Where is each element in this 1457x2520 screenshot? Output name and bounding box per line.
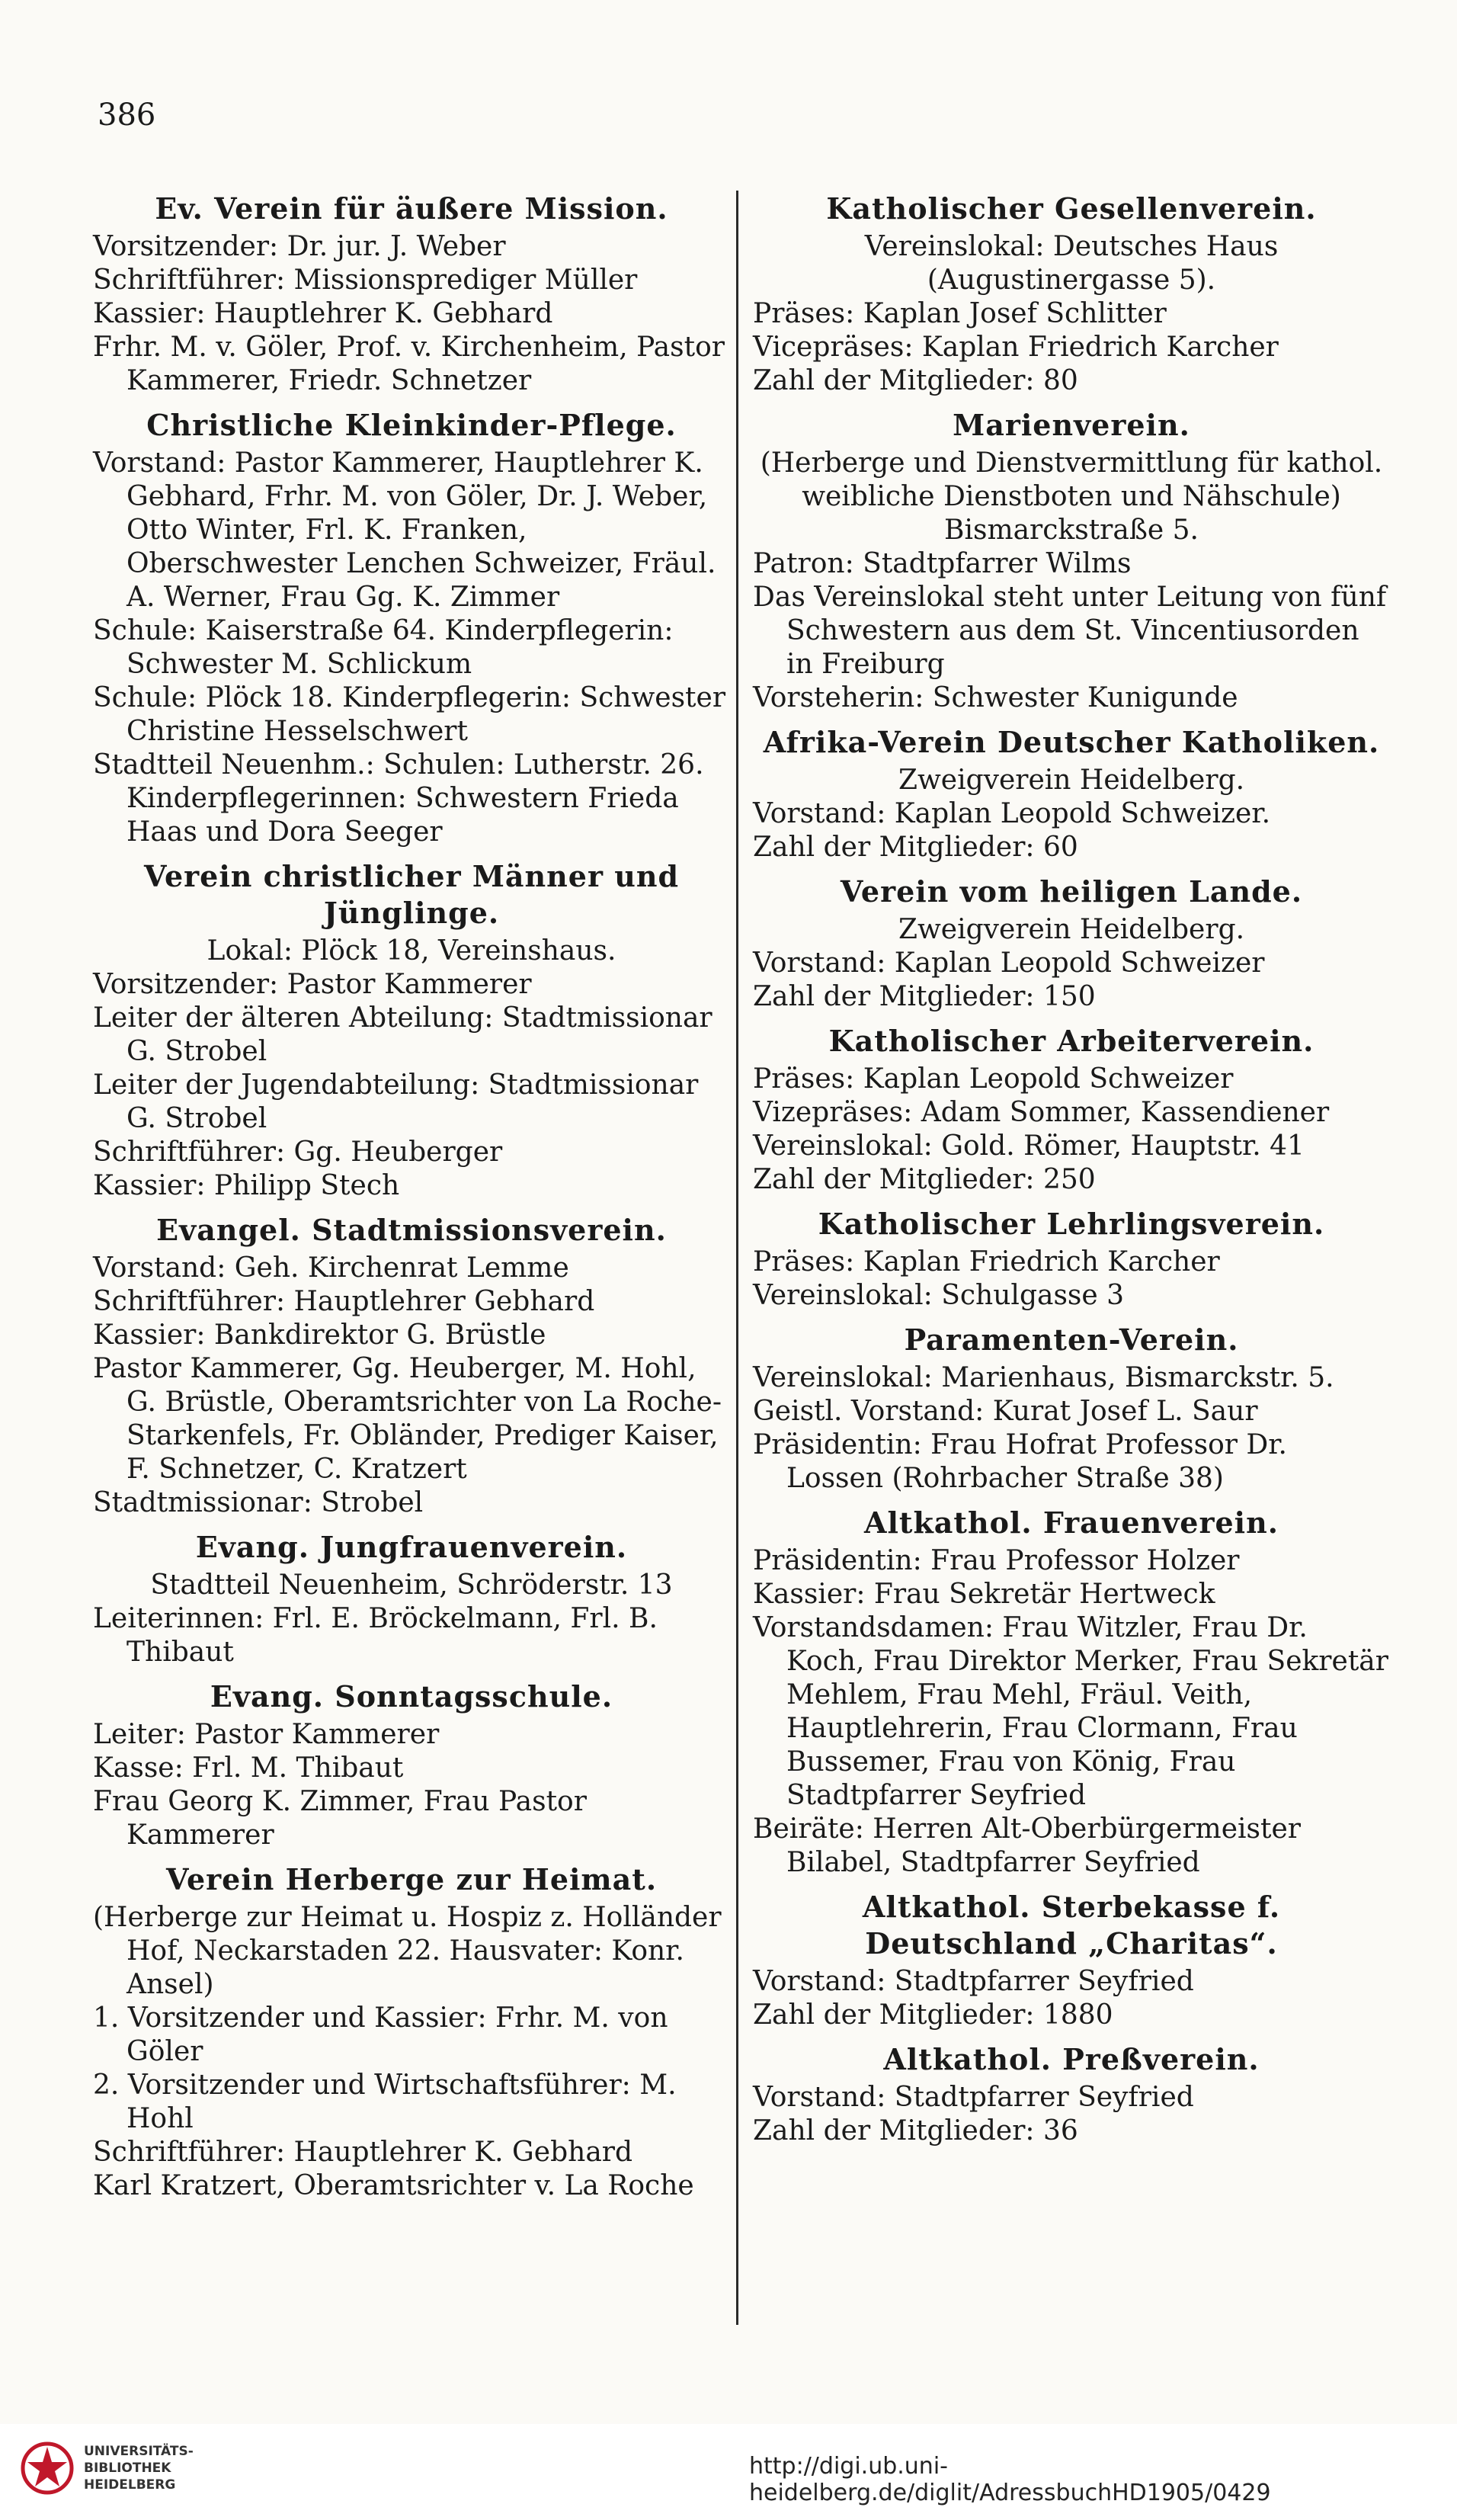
directory-section: [753, 2041, 1390, 2148]
section-title: Altkathol. Preßverein.: [883, 2042, 1260, 2076]
entry-line: Stadtteil Neuenheim, Schröderstr. 13: [150, 1569, 673, 1601]
directory-section: [93, 407, 730, 849]
directory-section: [753, 1023, 1390, 1197]
directory-section: [753, 191, 1390, 398]
entry-line: Schule: Plöck 18. Kinderpflegerin: Schwester Christine Hesselschwert: [93, 682, 726, 747]
source-url[interactable]: http://digi.ub.uni-heidelberg.de/diglit/AdressbuchHD1905/0429: [749, 2453, 1271, 2506]
directory-section: [93, 858, 730, 1203]
entry-line: Frau Georg K. Zimmer, Frau Pastor Kammerer: [93, 1786, 587, 1851]
page-number: 386: [98, 98, 156, 133]
directory-section: [753, 724, 1390, 864]
section-title: Verein vom heiligen Lande.: [840, 874, 1303, 909]
entry-line: Schriftführer: Hauptlehrer Gebhard: [93, 1286, 595, 1317]
entry-line: Zweigverein Heidelberg.: [898, 914, 1245, 945]
section-title: Marienverein.: [953, 408, 1190, 442]
directory-section: [753, 874, 1390, 1014]
entry-line: Vicepräses: Kaplan Friedrich Karcher: [753, 332, 1279, 363]
entry-line: Vizepräses: Adam Sommer, Kassendiener: [753, 1097, 1330, 1128]
entry-line: Geistl. Vorstand: Kurat Josef L. Saur: [753, 1396, 1258, 1427]
entry-line: Vorstand: Stadtpfarrer Seyfried: [753, 2082, 1194, 2113]
entry-line: 2. Vorsitzender und Wirtschaftsführer: M. Hohl: [93, 2070, 677, 2134]
entry-line: Vorstand: Stadtpfarrer Seyfried: [753, 1966, 1194, 1997]
entry-line: Beiräte: Herren Alt-Oberbürgermeister Bilabel, Stadtpfarrer Seyfried: [753, 1813, 1301, 1878]
entry-line: Kassier: Frau Sekretär Hertweck: [753, 1579, 1215, 1610]
entry-line: Karl Kratzert, Oberamtsrichter v. La Roche: [93, 2170, 694, 2201]
entry-line: Schule: Kaiserstraße 64. Kinderpflegerin: Schwester M. Schlickum: [93, 615, 674, 680]
section-title: Evangel. Stadtmissionsverein.: [156, 1213, 667, 1247]
entry-line: Präsidentin: Frau Hofrat Professor Dr. Lossen (Rohrbacher Straße 38): [753, 1429, 1287, 1494]
directory-section: [753, 1322, 1390, 1496]
entry-line: Präsidentin: Frau Professor Holzer: [753, 1545, 1240, 1576]
entry-line: Pastor Kammerer, Gg. Heuberger, M. Hohl, G. Brüstle, Oberamtsrichter von La Roche-Starkenfels, Fr. Obländer, Prediger Kaiser, F. Schnetzer, C. Kratzert: [93, 1353, 722, 1485]
entry-line: Präses: Kaplan Leopold Schweizer: [753, 1063, 1234, 1095]
entry-line: Vorsitzender: Dr. jur. J. Weber: [93, 231, 506, 262]
logo-line-1: UNIVERSITÄTS-: [84, 2444, 194, 2459]
section-title: Verein Herberge zur Heimat.: [165, 1862, 658, 1896]
entry-line: Schriftführer: Hauptlehrer K. Gebhard: [93, 2137, 633, 2168]
entry-line: Vereinslokal: Deutsches Haus (Augustinergasse 5).: [864, 231, 1279, 296]
logo-line-2: BIBLIOTHEK: [84, 2461, 171, 2476]
directory-section: [753, 1206, 1390, 1313]
entry-line: Leiter: Pastor Kammerer: [93, 1719, 440, 1750]
right-column: [753, 181, 1390, 2148]
entry-line: Zahl der Mitglieder: 250: [753, 1164, 1096, 1195]
entry-line: Leiter der Jugendabteilung: Stadtmissionar G. Strobel: [93, 1069, 699, 1134]
entry-line: Zahl der Mitglieder: 1880: [753, 1999, 1113, 2031]
section-title: Afrika-Verein Deutscher Katholiken.: [763, 725, 1380, 759]
section-title: Katholischer Gesellenverein.: [826, 191, 1317, 226]
column-divider: [736, 191, 738, 2325]
entry-line: Stadtmissionar: Strobel: [93, 1487, 424, 1518]
entry-line: Leiterinnen: Frl. E. Bröckelmann, Frl. B. Thibaut: [93, 1603, 658, 1668]
section-title: Katholischer Arbeiterverein.: [828, 1024, 1315, 1058]
entry-line: Vorsitzender: Pastor Kammerer: [93, 969, 532, 1000]
entry-line: Zahl der Mitglieder: 150: [753, 981, 1096, 1012]
entry-line: Präses: Kaplan Josef Schlitter: [753, 298, 1167, 329]
entry-line: Kasse: Frl. M. Thibaut: [93, 1752, 404, 1784]
section-title: Evang. Jungfrauenverein.: [195, 1530, 628, 1564]
section-title: Katholischer Lehrlingsverein.: [818, 1207, 1325, 1241]
section-title: Christliche Kleinkinder-Pflege.: [146, 408, 677, 442]
section-title: Ev. Verein für äußere Mission.: [155, 191, 668, 226]
entry-line: Kassier: Hauptlehrer K. Gebhard: [93, 298, 553, 329]
entry-line: Präses: Kaplan Friedrich Karcher: [753, 1246, 1220, 1278]
university-library-logo-icon: [17, 2436, 78, 2500]
entry-line: Kassier: Bankdirektor G. Brüstle: [93, 1319, 546, 1351]
entry-line: Frhr. M. v. Göler, Prof. v. Kirchenheim, Pastor Kammerer, Friedr. Schnetzer: [93, 332, 725, 396]
entry-line: Stadtteil Neuenhm.: Schulen: Lutherstr. 26. Kinderpflegerinnen: Schwestern Frieda Haas und Dora Seeger: [93, 749, 704, 848]
library-logo-text: [84, 2443, 194, 2493]
entry-line: Leiter der älteren Abteilung: Stadtmissionar G. Strobel: [93, 1002, 712, 1067]
entry-line: Vorstand: Kaplan Leopold Schweizer: [753, 947, 1265, 979]
entry-line: Zweigverein Heidelberg.: [898, 765, 1245, 796]
entry-line: (Herberge und Dienstvermittlung für kathol. weibliche Dienstboten und Nähschule) Bismarckstraße 5.: [760, 447, 1383, 546]
directory-section: [753, 407, 1390, 715]
directory-section: [753, 1505, 1390, 1880]
section-title: Verein christlicher Männer und Jünglinge.: [143, 859, 680, 930]
entry-line: Patron: Stadtpfarrer Wilms: [753, 548, 1132, 579]
directory-section: [93, 1678, 730, 1852]
logo-line-3: HEIDELBERG: [84, 2477, 176, 2493]
entry-line: Kassier: Philipp Stech: [93, 1170, 400, 1201]
section-title: Evang. Sonntagsschule.: [210, 1679, 613, 1714]
section-title: Altkathol. Frauenverein.: [864, 1505, 1279, 1540]
entry-line: Lokal: Plöck 18, Vereinshaus.: [207, 935, 616, 967]
directory-section: [93, 1529, 730, 1669]
entry-line: Zahl der Mitglieder: 60: [753, 832, 1078, 863]
entry-line: Vereinslokal: Marienhaus, Bismarckstr. 5.: [753, 1362, 1334, 1393]
entry-line: Schriftführer: Gg. Heuberger: [93, 1137, 503, 1168]
entry-line: Vorstandsdamen: Frau Witzler, Frau Dr. Koch, Frau Direktor Merker, Frau Sekretär Mehlem, Frau Mehl, Fräul. Veith, Hauptlehrerin, Frau Clormann, Frau Bussemer, Frau von König, Frau Stadtpfarrer Seyfried: [753, 1612, 1388, 1811]
entry-line: Vorstand: Pastor Kammerer, Hauptlehrer K. Gebhard, Frhr. M. von Göler, Dr. J. Weber, Otto Winter, Frl. K. Franken, Oberschwester Lenchen Schweizer, Fräul. A. Werner, Frau Gg. K. Zimmer: [93, 447, 716, 613]
left-column: [93, 181, 730, 2203]
section-title: Paramenten-Verein.: [904, 1323, 1239, 1357]
section-title: Altkathol. Sterbekasse f. Deutschland „Charitas“.: [862, 1890, 1281, 1961]
entry-line: (Herberge zur Heimat u. Hospiz z. Holländer Hof, Neckarstaden 22. Hausvater: Konr. Ansel): [93, 1902, 722, 2000]
directory-section: [93, 1861, 730, 2203]
directory-section: [93, 191, 730, 398]
entry-line: 1. Vorsitzender und Kassier: Frhr. M. von Göler: [93, 2002, 668, 2067]
directory-section: [753, 1889, 1390, 2032]
entry-line: Das Vereinslokal steht unter Leitung von fünf Schwestern aus dem St. Vincentiusorden in Freiburg: [753, 582, 1387, 680]
entry-line: Zahl der Mitglieder: 80: [753, 365, 1078, 396]
entry-line: Vereinslokal: Schulgasse 3: [753, 1280, 1125, 1311]
entry-line: Vereinslokal: Gold. Römer, Hauptstr. 41: [753, 1130, 1305, 1162]
entry-line: Schriftführer: Missionsprediger Müller: [93, 265, 638, 296]
entry-line: Zahl der Mitglieder: 36: [753, 2115, 1078, 2146]
entry-line: Vorstand: Geh. Kirchenrat Lemme: [93, 1252, 569, 1284]
entry-line: Vorsteherin: Schwester Kunigunde: [753, 682, 1238, 713]
entry-line: Vorstand: Kaplan Leopold Schweizer.: [753, 798, 1271, 829]
directory-section: [93, 1212, 730, 1520]
